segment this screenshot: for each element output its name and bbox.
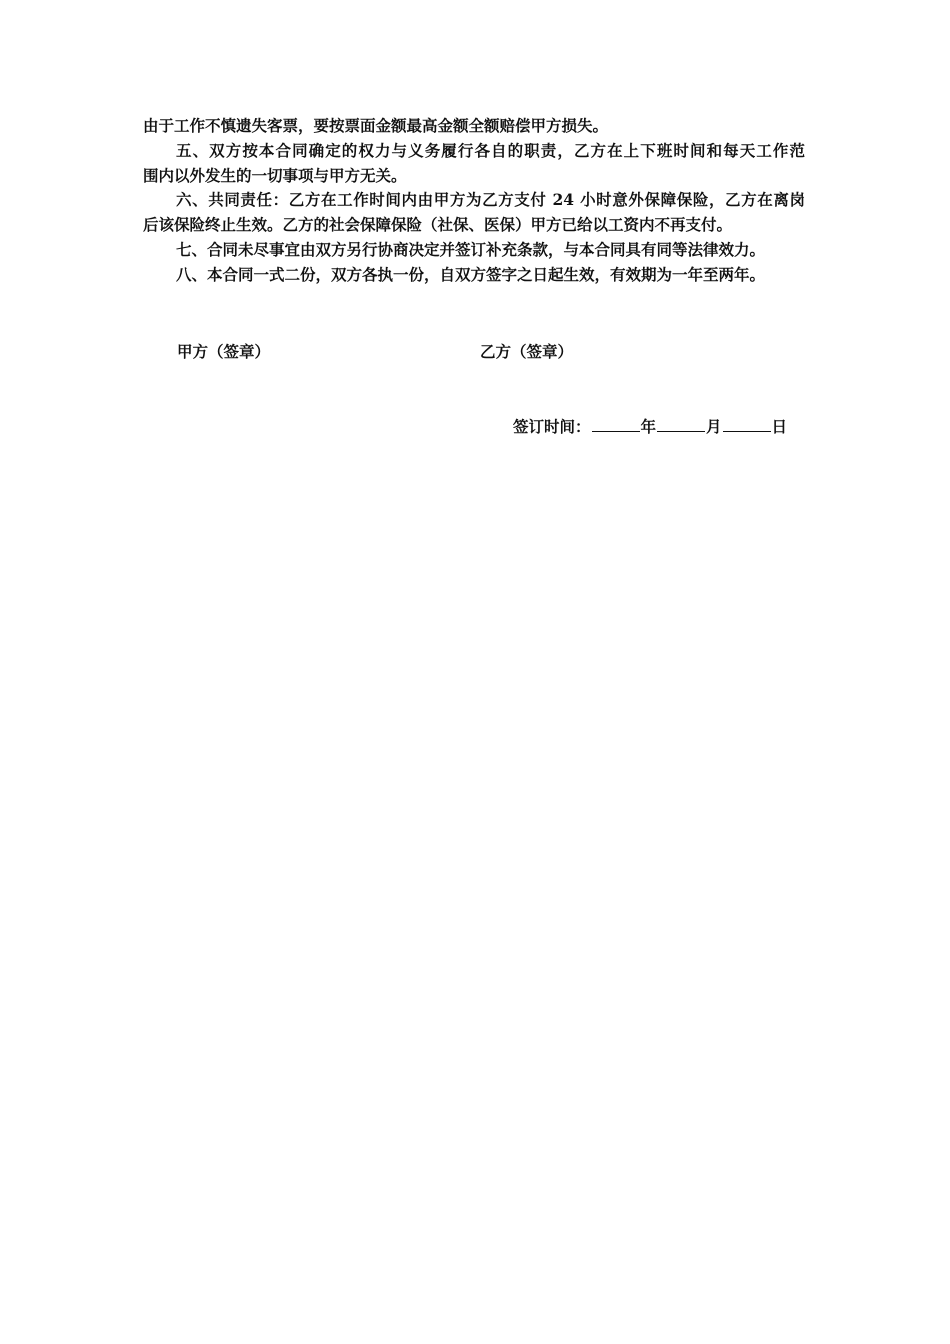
signing-date [513,415,787,437]
clause-6-line-2: 后该保险终止生效。乙方的社会保障保险（社保、医保）甲方已给以工资内不再支付。 [143,215,733,234]
party-b-signature: 乙方（签章） [480,342,574,361]
party-a-signature: 甲方（签章） [177,342,271,361]
clause-7: 七、合同未尽事宜由双方另行协商决定并签订补充条款，与本合同具有同等法律效力。 [176,240,766,259]
clause-5-line-1: 五、双方按本合同确定的权力与义务履行各自的职责，乙方在上下班时间和每天工作范 [176,141,805,160]
clause-6-line-1: 六、共同责任：乙方在工作时间内由甲方为乙方支付 24 小时意外保障保险，乙方在离岗 [176,190,805,209]
month-blank [657,417,705,432]
clause-8: 八、本合同一式二份，双方各执一份，自双方签字之日起生效，有效期为一年至两年。 [176,265,766,284]
clause-continuation-line: 由于工作不慎遗失客票，要按票面金额最高金额全额赔偿甲方损失。 [143,116,609,135]
signing-date-label: 签订时间： [513,417,591,436]
month-label: 月 [706,417,722,436]
clause-5-line-2: 围内以外发生的一切事项与甲方无关。 [143,166,407,185]
year-blank [592,417,640,432]
day-label: 日 [771,417,788,436]
day-blank [723,417,771,432]
year-label: 年 [640,417,657,436]
